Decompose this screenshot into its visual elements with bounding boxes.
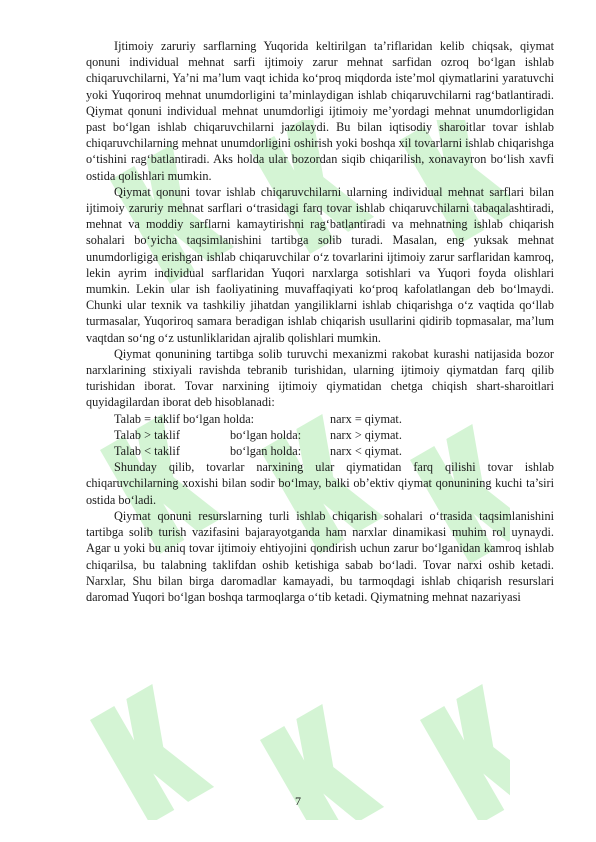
paragraph: Qiymat qonunining tartibga solib turuvchi mexanizmi rakobat kurashi natijasida bozor narxlarining stixiyali ravishda tebranib turishidan, ularning ijtimoiy qiymatdan farq qilib turishidan iborat. Tovar narxining ijtimoiy qiymatidan chetga chiqish shart-sharoitlari quyidagilardan iborat deb hisoblanadi: xyxy=(86,346,554,410)
formula-right: narx < qiymat. xyxy=(330,444,402,459)
formula-middle: bo‘lgan holda: xyxy=(230,444,302,459)
formula-middle: bo‘lgan holda: xyxy=(230,427,302,442)
formula-left: Talab < taklif xyxy=(114,444,180,459)
formula-row xyxy=(86,443,554,459)
formula-row xyxy=(86,427,554,443)
formula-row xyxy=(86,411,554,427)
page-number: 7 xyxy=(295,794,301,808)
formula-left: Talab = taklif bo‘lgan holda: xyxy=(114,411,255,426)
paragraph: Qiymat qonuni resurslarning turli ishlab chiqarish sohalari o‘trasida taqsimlanishini tartibga solib turish vazifasini bajarayotganda ham narxlar dinamikasi muhim rol uynaydi. Agar u yoki bu aniq tovar ijtimoiy ehtiyojini qondirish uchun zarur bo‘lganidan kamroq ishlab chiqarilsa, bu talabning taklifdan oshib ketishiga sabab bo‘ladi. Tovar narxi oshib ketadi. Narxlar, Shu bilan birga daromadlar kamayadi, bu tarmoqdagi ishlab chiqarish resurslari daromad Yuqori bo‘lgan boshqa tarmoqlarga o‘tib ketadi. Qiymatning mehnat nazariyasi xyxy=(86,508,554,604)
formula-right: narx > qiymat. xyxy=(330,427,402,442)
formula-left: Talab > taklif xyxy=(114,427,180,442)
paragraph: Qiymat qonuni tovar ishlab chiqaruvchilarni ularning individual mehnat sarflari bilan ijtimoiy zaruriy mehnat sarflari o‘trasidagi farq tovar ishlab chiqaruvchilarni tabaqalashtiradi, mehnat va moddiy sarflarni kamaytirishni rag‘batlantiradi va mehnatning ishlab chiqarish sohalari bo‘yicha taqsimlanishini tartibga solib turadi. Masalan, eng yuksak mehnat unumdorligiga erishgan ishlab chiqaruvchilar o‘z tovarlarini ijtimoiy zarur sarflaridan kamroq, lekin ayrim individual sarflaridan Yuqori narxlarga sotishlari va Yuqori foyda olishlari mumkin. Lekin ular ish faoliyatining muvaffaqiyati ko‘proq kafolatlangan deb bo‘lmaydi. Chunki ular texnik va tashkiliy jihatdan yangiliklarni ishlab chiqarishga o‘z vaqtida qo‘llab turmasalar, Yuqoriroq samara beradigan ishlab chiqarish usullarini qidirib topmasalar, ma’lum vaqtdan so‘ng o‘z ustunliklaridan ajralib qolishlari mumkin. xyxy=(86,184,554,345)
document-body xyxy=(86,38,554,605)
formula-right: narx = qiymat. xyxy=(330,411,402,426)
paragraph: Shunday qilib, tovarlar narxining ular qiymatidan farq qilishi tovar ishlab chiqaruvchilarning xoxishi bilan sodir bo‘lmay, balki ob’ektiv qiymat qonunining kuchi ta’siri ostida bo‘ladi. xyxy=(86,460,554,507)
paragraph: Ijtimoiy zaruriy sarflarning Yuqorida keltirilgan ta’riflaridan kelib chiqsak, qiymat qonuni individual mehnat sarfi ijtimoiy zarur mehnat sarfidan ozroq bo‘lgan ishlab chiqaruvchilarni, Ya’ni ma’lum vaqt ichida ko‘proq miqdorda iste’mol qiymatlarini yaratuvchi yoki Yuqoriroq mehnat unumdorligini ta’minlaydigan ishlab chiqaruvchilarni rag‘batlantiradi. Qiymat qonuni individual mehnat unumdorligi ijtimoiy me’yordagi mehnat unumdorligidan past bo‘lgan ishlab chiqaruvchilarni jazolaydi. Bu bilan iqtisodiy sharoitlar tovar ishlab chiqaruvchilarning mehnat unumdorligini oshirish yoki boshqa xil tovarlarni ishlab chiqarishga o‘tishini rag‘batlantiradi. Aks holda ular bozordan siqib chiqarilish, xonavayron bo‘lish xavfi ostida qolishlari mumkin. xyxy=(86,39,554,183)
